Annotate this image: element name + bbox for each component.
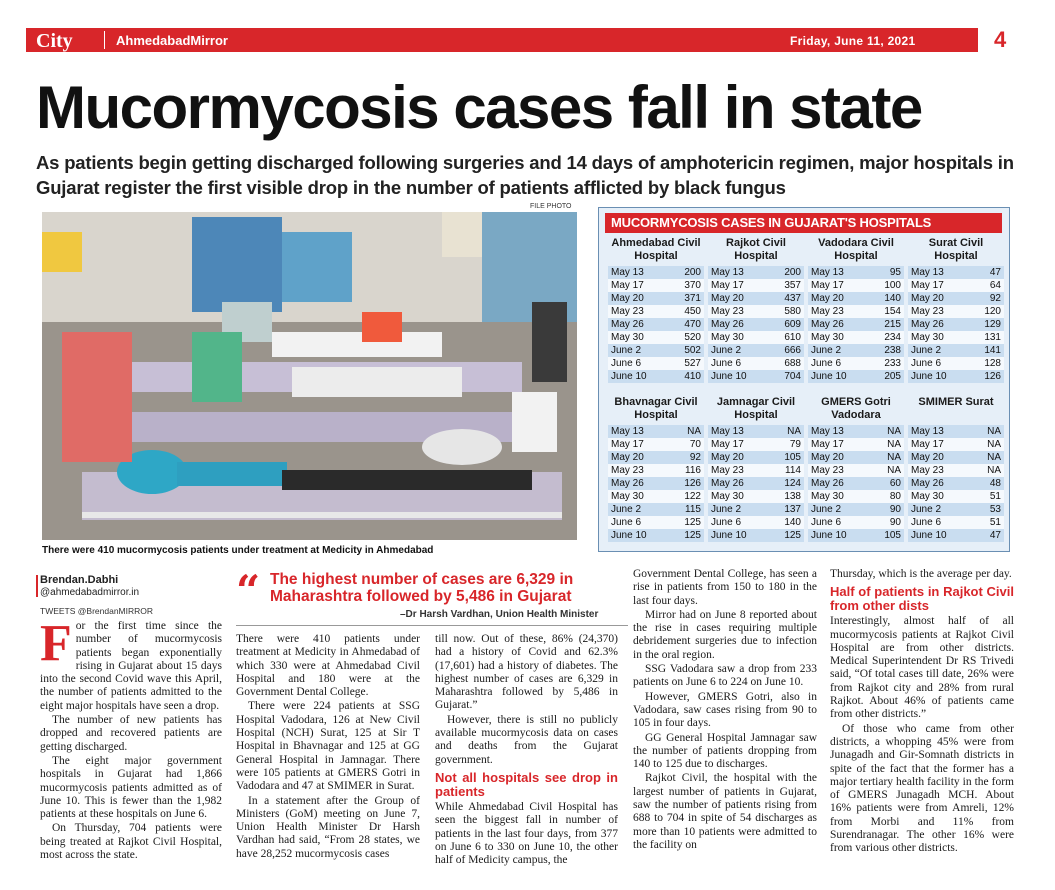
- cases-cell: NA: [670, 425, 704, 438]
- date-cell: May 26: [608, 477, 670, 490]
- cases-cell: 116: [670, 464, 704, 477]
- table-row: [708, 292, 804, 305]
- table-row: [708, 331, 804, 344]
- table-row: [908, 464, 1004, 477]
- cases-cell: 114: [770, 464, 804, 477]
- cases-cell: 129: [970, 318, 1004, 331]
- cases-cell: 79: [770, 438, 804, 451]
- date-cell: June 10: [708, 529, 770, 542]
- article-column-4: [633, 568, 817, 853]
- date-cell: May 30: [608, 490, 670, 503]
- cases-cell: 140: [770, 516, 804, 529]
- table-row: [808, 370, 904, 383]
- paragraph: The eight major government hospitals in Gujarat had 1,866 mucormycosis patients admitted as of June 10. This is fewer than the 1,982 patients at these hospitals on June 6.: [40, 754, 222, 821]
- date-cell: May 20: [708, 292, 770, 305]
- cases-cell: 371: [670, 292, 704, 305]
- cases-cell: 105: [770, 451, 804, 464]
- cases-cell: 137: [770, 503, 804, 516]
- table-row: [608, 331, 704, 344]
- cases-cell: 688: [770, 357, 804, 370]
- table-row: [708, 279, 804, 292]
- table-row: [808, 318, 904, 331]
- table-row: [908, 490, 1004, 503]
- cases-cell: NA: [870, 438, 904, 451]
- table-row: [908, 344, 1004, 357]
- cases-cell: 238: [870, 344, 904, 357]
- cases-cell: 80: [870, 490, 904, 503]
- table-row: [608, 490, 704, 503]
- cases-cell: 122: [670, 490, 704, 503]
- cases-cell: 95: [870, 266, 904, 279]
- article-column-5: [830, 568, 1014, 857]
- date-cell: May 30: [608, 331, 670, 344]
- page-number: 4: [994, 27, 1007, 52]
- table-row: [908, 279, 1004, 292]
- date-cell: May 20: [608, 451, 670, 464]
- paragraph: Mirror had on June 8 reported about the rise in cases requiring multiple debridement surgeries due to infection in the oral region.: [633, 608, 817, 661]
- photo-illustration: [42, 212, 577, 540]
- table-row: [708, 490, 804, 503]
- date-cell: May 26: [708, 477, 770, 490]
- date-cell: June 10: [708, 370, 770, 383]
- cases-cell: 450: [670, 305, 704, 318]
- hospital-name: GMERS Gotri Vadodara: [821, 396, 891, 421]
- paragraph: There were 224 patients at SSG Hospital Vadodara, 126 at New Civil Hospital (NCH) Surat, 125 at Sir T Hospital in Bhavnagar and 125 at GG General Hospital in Jamnagar. There were 105 patients at GMERS Gotri in Vadodara and 47 at SMIMER in Surat.: [236, 700, 420, 793]
- table-row: [708, 503, 804, 516]
- pullquote-rule: [236, 625, 628, 626]
- date-cell: May 13: [708, 266, 770, 279]
- table-row: [708, 464, 804, 477]
- cases-cell: 138: [770, 490, 804, 503]
- date-cell: June 10: [808, 370, 870, 383]
- hospital-cases-table: [908, 266, 1004, 383]
- table-row: [908, 331, 1004, 344]
- paragraph: Thursday, which is the average per day.: [830, 568, 1012, 580]
- table-row: [808, 516, 904, 529]
- paragraph: Of those who came from other districts, a whopping 45% were from Junagadh and Gir-Somnath districts in spite of the fact that the former has a major tertiary health facility in the form of GMERS Junagadh MCH. About 16% patients were from Amreli, 12% from Morbi and 11% from Surendranagar. The other 16% were from various other districts.: [830, 722, 1014, 855]
- hospital-table: [808, 396, 904, 542]
- paragraph: On Thursday, 704 patients were being treated at Rajkot Civil Hospital, most across the state.: [40, 822, 222, 862]
- cases-cell: 580: [770, 305, 804, 318]
- cases-cell: NA: [770, 425, 804, 438]
- table-row: [708, 266, 804, 279]
- cases-cell: 215: [870, 318, 904, 331]
- date-cell: May 13: [808, 266, 870, 279]
- date-cell: May 23: [908, 464, 973, 477]
- photo-caption: There were 410 mucormycosis patients under treatment at Medicity in Ahmedabad: [42, 545, 434, 556]
- table-row: [808, 490, 904, 503]
- hospital-cases-table: [808, 425, 904, 542]
- date-cell: May 30: [808, 331, 870, 344]
- quote-icon: “: [236, 566, 261, 615]
- table-row: [608, 292, 704, 305]
- date-cell: May 17: [608, 279, 670, 292]
- date-cell: May 23: [608, 464, 670, 477]
- hospital-cases-table: [608, 425, 704, 542]
- date-cell: May 23: [808, 464, 870, 477]
- date-cell: June 10: [808, 529, 870, 542]
- cases-cell: 140: [870, 292, 904, 305]
- date-cell: May 17: [608, 438, 670, 451]
- hospital-name: Rajkot Civil Hospital: [726, 237, 786, 262]
- cases-cell: 125: [770, 529, 804, 542]
- hospital-table: [608, 396, 704, 542]
- table-row: [608, 279, 704, 292]
- byline-accent: [36, 575, 38, 597]
- cases-cell: NA: [973, 464, 1004, 477]
- paragraph: The number of new patients has dropped and recovered patients are getting discharged.: [40, 714, 222, 753]
- date-cell: May 17: [808, 438, 870, 451]
- table-row: [808, 477, 904, 490]
- paragraph: However, there is still no publicly available mucormycosis data on cases and deaths from the Gujarat government.: [435, 713, 618, 766]
- date-cell: June 2: [608, 503, 670, 516]
- date-cell: June 10: [608, 370, 670, 383]
- date-cell: May 13: [608, 266, 670, 279]
- hospital-cases-table: [908, 425, 1004, 542]
- cases-cell: NA: [870, 464, 904, 477]
- cases-cell: 51: [973, 490, 1004, 503]
- hospital-name: Ahmedabad Civil Hospital: [611, 237, 701, 262]
- paragraph: Government Dental College, has seen a rise in patients from 150 to 180 in the last four days.: [633, 568, 817, 607]
- hospital-table: [708, 237, 804, 383]
- cases-cell: 92: [670, 451, 704, 464]
- cases-cell: 370: [670, 279, 704, 292]
- date-cell: May 20: [908, 451, 973, 464]
- table-row: [708, 451, 804, 464]
- date-cell: June 10: [908, 370, 970, 383]
- date-cell: May 13: [708, 425, 770, 438]
- table-row: [608, 503, 704, 516]
- date-cell: May 30: [708, 331, 770, 344]
- date-cell: June 6: [808, 516, 870, 529]
- cases-cell: NA: [870, 451, 904, 464]
- cases-cell: 124: [770, 477, 804, 490]
- paragraph: or the first time since the number of mucormycosis patients began exponentially rising in Gujarat about 15 days into the second Covid wave this April, the number of patients admitted to the eight major hospitals have seen a drop.: [40, 620, 222, 712]
- cases-cell: NA: [973, 425, 1004, 438]
- table-row: [708, 438, 804, 451]
- date-cell: May 17: [908, 279, 970, 292]
- cases-cell: 141: [970, 344, 1004, 357]
- date-cell: June 2: [908, 344, 970, 357]
- table-row: [608, 305, 704, 318]
- date-cell: May 17: [708, 279, 770, 292]
- date-cell: June 6: [608, 516, 670, 529]
- table-row: [908, 305, 1004, 318]
- cases-cell: 527: [670, 357, 704, 370]
- cases-cell: 47: [970, 266, 1004, 279]
- table-row: [608, 477, 704, 490]
- table-row: [808, 266, 904, 279]
- cases-cell: 125: [670, 516, 704, 529]
- cases-cell: NA: [973, 438, 1004, 451]
- hospital-name: Jamnagar Civil Hospital: [716, 396, 796, 421]
- date-cell: May 26: [908, 318, 970, 331]
- date-cell: May 17: [708, 438, 770, 451]
- table-row: [708, 305, 804, 318]
- paragraph: till now. Out of these, 86% (24,370) had a history of Covid and 62.3% (17,601) had a history of diabetes. The highest number of cases are 6,329 in Maharashtra followed by 5,486 in Gujarat.”: [435, 633, 618, 712]
- date-cell: June 10: [608, 529, 670, 542]
- table-row: [708, 318, 804, 331]
- hospital-name: SMIMER Surat: [918, 396, 994, 408]
- hospital-table: [908, 396, 1004, 542]
- subhead-not-all-hospitals: Not all hospitals see drop in patients: [435, 769, 618, 799]
- date-cell: June 6: [908, 516, 973, 529]
- cases-cell: 90: [870, 516, 904, 529]
- cases-cell: 610: [770, 331, 804, 344]
- cases-cell: 502: [670, 344, 704, 357]
- cases-cell: 100: [870, 279, 904, 292]
- table-row: [908, 503, 1004, 516]
- date-cell: June 10: [908, 529, 973, 542]
- table-row: [608, 266, 704, 279]
- cases-cell: 48: [973, 477, 1004, 490]
- hospital-cases-table: [608, 266, 704, 383]
- table-row: [708, 344, 804, 357]
- section-name: City: [36, 30, 73, 52]
- cases-cell: 125: [670, 529, 704, 542]
- table-row: [808, 529, 904, 542]
- cases-cell: 520: [670, 331, 704, 344]
- table-row: [608, 318, 704, 331]
- cases-cell: 704: [770, 370, 804, 383]
- date-cell: May 23: [808, 305, 870, 318]
- table-row: [908, 357, 1004, 370]
- date-cell: May 30: [908, 490, 973, 503]
- hospital-table: [608, 237, 704, 383]
- photo-credit: FILE PHOTO: [530, 203, 572, 210]
- table-row: [608, 344, 704, 357]
- paragraph: However, GMERS Gotri, also in Vadodara, saw cases rising from 90 to 105 in four days.: [633, 690, 817, 730]
- paragraph: GG General Hospital Jamnagar saw the number of patients dropping from 140 to 125 due to discharges.: [633, 731, 817, 771]
- table-row: [908, 516, 1004, 529]
- table-row: [908, 292, 1004, 305]
- table-row: [708, 357, 804, 370]
- paragraph: Interestingly, almost half of all mucormycosis patients at Rajkot Civil Hospital are from other districts. Medical Superintendent Dr RS Trivedi said, “Of total cases till date, 26% were from Rajkot city and 28% from rural Rajkot. About 46% of patients came from other districts.”: [830, 615, 1014, 721]
- table-row: [808, 292, 904, 305]
- table-row: [608, 357, 704, 370]
- hospital-table: [708, 396, 804, 542]
- paragraph: There were 410 patients under treatment at Medicity in Ahmedabad of which 330 were at Ahmedabad Civil Hospital and 180 were at the Government Dental College.: [236, 633, 420, 699]
- cases-cell: 200: [670, 266, 704, 279]
- table-row: [808, 438, 904, 451]
- issue-date: Friday, June 11, 2021: [790, 34, 916, 48]
- table-row: [808, 503, 904, 516]
- date-cell: June 2: [608, 344, 670, 357]
- date-cell: May 23: [608, 305, 670, 318]
- cases-cell: 666: [770, 344, 804, 357]
- cases-cell: 105: [870, 529, 904, 542]
- date-cell: May 20: [608, 292, 670, 305]
- cases-cell: 47: [973, 529, 1004, 542]
- cases-cell: 410: [670, 370, 704, 383]
- cases-cell: 120: [970, 305, 1004, 318]
- table-row: [708, 529, 804, 542]
- date-cell: May 17: [808, 279, 870, 292]
- date-cell: May 13: [908, 425, 973, 438]
- table-row: [608, 425, 704, 438]
- cases-cell: 92: [970, 292, 1004, 305]
- hospital-ward-photo: [42, 212, 577, 540]
- table-row: [908, 529, 1004, 542]
- date-cell: May 30: [708, 490, 770, 503]
- byline-twitter: TWEETS @BrendanMIRROR: [40, 606, 154, 616]
- cases-cell: 233: [870, 357, 904, 370]
- date-cell: June 2: [808, 503, 870, 516]
- table-row: [608, 451, 704, 464]
- hospital-table: [808, 237, 904, 383]
- table-row: [708, 516, 804, 529]
- table-row: [908, 318, 1004, 331]
- date-cell: May 23: [908, 305, 970, 318]
- date-cell: June 6: [708, 357, 770, 370]
- hospital-name: Bhavnagar Civil Hospital: [614, 396, 698, 421]
- table-row: [608, 438, 704, 451]
- cases-cell: 126: [670, 477, 704, 490]
- table-row: [808, 305, 904, 318]
- byline-name: Brendan.Dabhi: [40, 574, 119, 586]
- headline: Mucormycosis cases fall in state: [36, 74, 922, 141]
- table-row: [608, 516, 704, 529]
- date-cell: May 20: [808, 451, 870, 464]
- cases-cell: 609: [770, 318, 804, 331]
- table-row: [608, 464, 704, 477]
- table-row: [908, 438, 1004, 451]
- date-cell: June 6: [708, 516, 770, 529]
- subhead-half-of-patients: Half of patients in Rajkot Civil from other dists: [830, 584, 1014, 614]
- date-cell: June 2: [708, 344, 770, 357]
- cases-cell: 131: [970, 331, 1004, 344]
- hospital-cases-table: [708, 266, 804, 383]
- date-cell: May 26: [808, 318, 870, 331]
- date-cell: May 20: [708, 451, 770, 464]
- cases-cell: 200: [770, 266, 804, 279]
- date-cell: May 26: [908, 477, 973, 490]
- cases-cell: 53: [973, 503, 1004, 516]
- masthead-divider: [104, 31, 105, 49]
- cases-cell: 115: [670, 503, 704, 516]
- table-row: [708, 477, 804, 490]
- cases-cell: 437: [770, 292, 804, 305]
- paragraph: In a statement after the Group of Ministers (GoM) meeting on June 7, Union Health Minister Dr Harsh Vardhan had said, “From 28 states, we have 28,252 mucormycosis cases: [236, 794, 420, 860]
- table-row: [908, 370, 1004, 383]
- table-row: [708, 425, 804, 438]
- table-row: [808, 425, 904, 438]
- date-cell: June 2: [708, 503, 770, 516]
- hospital-cases-table: [808, 266, 904, 383]
- date-cell: May 26: [608, 318, 670, 331]
- table-row: [608, 529, 704, 542]
- date-cell: May 20: [908, 292, 970, 305]
- drop-cap: F: [40, 615, 72, 672]
- article-column-1: [40, 615, 222, 863]
- publication-name: AhmedabadMirror: [116, 33, 228, 48]
- paragraph: While Ahmedabad Civil Hospital has seen the biggest fall in number of patients in the last four days, from 377 on June 6 to 330 on June 10, the other half of Medicity campus, the: [435, 800, 618, 867]
- date-cell: May 23: [708, 305, 770, 318]
- date-cell: May 20: [808, 292, 870, 305]
- cases-table-title: MUCORMYCOSIS CASES IN GUJARAT'S HOSPITALS: [611, 215, 932, 230]
- cases-cell: NA: [973, 451, 1004, 464]
- table-row: [608, 370, 704, 383]
- cases-cell: 154: [870, 305, 904, 318]
- cases-cell: 357: [770, 279, 804, 292]
- cases-cell: 90: [870, 503, 904, 516]
- cases-cell: 60: [870, 477, 904, 490]
- table-row: [808, 279, 904, 292]
- date-cell: May 13: [908, 266, 970, 279]
- cases-cell: 64: [970, 279, 1004, 292]
- table-row: [808, 357, 904, 370]
- date-cell: May 26: [808, 477, 870, 490]
- table-row: [808, 331, 904, 344]
- article-column-2: [236, 633, 420, 862]
- table-row: [908, 266, 1004, 279]
- cases-cell: 70: [670, 438, 704, 451]
- hospital-cases-table: [708, 425, 804, 542]
- cases-cell: 128: [970, 357, 1004, 370]
- date-cell: May 26: [708, 318, 770, 331]
- hospital-name: Vadodara Civil Hospital: [818, 237, 894, 262]
- pullquote-attribution: –Dr Harsh Vardhan, Union Health Minister: [400, 609, 599, 620]
- table-row: [708, 370, 804, 383]
- date-cell: May 17: [908, 438, 973, 451]
- date-cell: June 6: [908, 357, 970, 370]
- cases-cell: NA: [870, 425, 904, 438]
- paragraph: SSG Vadodara saw a drop from 233 patients on June 6 to 224 on June 10.: [633, 663, 817, 689]
- cases-cell: 234: [870, 331, 904, 344]
- table-row: [808, 451, 904, 464]
- paragraph: Rajkot Civil, the hospital with the largest number of patients in Gujarat, saw the number of patients rising from 688 to 704 in spite of 54 discharges as more than 10 patients were admitted to the facility on: [633, 772, 817, 851]
- cases-cell: 126: [970, 370, 1004, 383]
- date-cell: May 23: [708, 464, 770, 477]
- date-cell: June 6: [808, 357, 870, 370]
- table-row: [908, 477, 1004, 490]
- table-row: [808, 464, 904, 477]
- date-cell: June 2: [808, 344, 870, 357]
- table-row: [808, 344, 904, 357]
- date-cell: May 13: [608, 425, 670, 438]
- cases-cell: 470: [670, 318, 704, 331]
- deck: As patients begin getting discharged following surgeries and 14 days of amphotericin regimen, major hospitals in Gujarat register the first visible drop in the number of patients afflicted by black fungus: [36, 152, 1014, 198]
- hospital-table: [908, 237, 1004, 383]
- date-cell: May 13: [808, 425, 870, 438]
- cases-cell: 51: [973, 516, 1004, 529]
- article-column-3: [435, 633, 618, 868]
- cases-cell: 205: [870, 370, 904, 383]
- date-cell: June 2: [908, 503, 973, 516]
- pullquote-text: The highest number of cases are 6,329 in Maharashtra followed by 5,486 in Gujarat: [270, 571, 574, 605]
- date-cell: June 6: [608, 357, 670, 370]
- byline-email: @ahmedabadmirror.in: [40, 587, 140, 598]
- date-cell: May 30: [908, 331, 970, 344]
- hospital-name: Surat Civil Hospital: [928, 237, 984, 262]
- date-cell: May 30: [808, 490, 870, 503]
- table-row: [908, 451, 1004, 464]
- table-row: [908, 425, 1004, 438]
